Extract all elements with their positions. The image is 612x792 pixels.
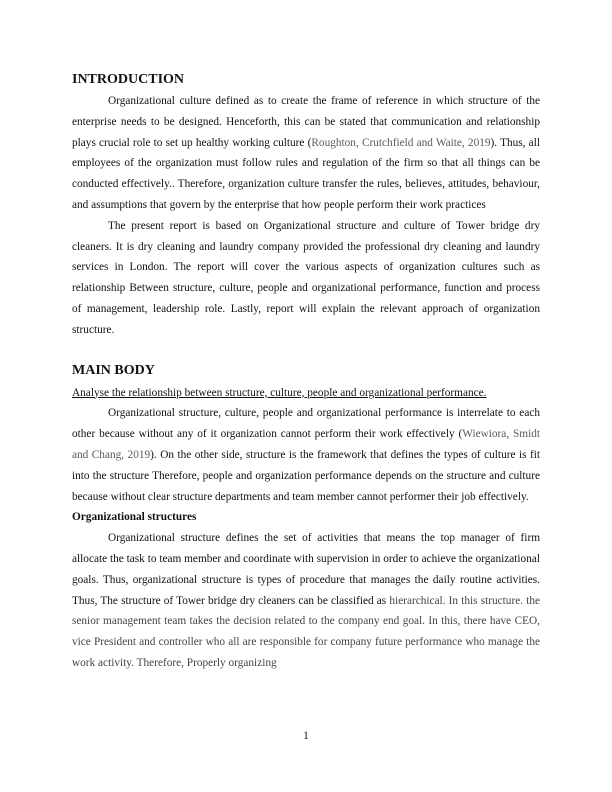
main-p1-citation: Wiewiora, Smidt and Chang, 2019 [72, 428, 540, 461]
introduction-heading: INTRODUCTION [72, 72, 185, 87]
organizational-structures-paragraph [72, 528, 540, 674]
document-page [72, 70, 540, 674]
main-body-heading: MAIN BODY [72, 362, 155, 378]
intro-p1-citation: Roughton, Crutchfield and Waite, 2019 [311, 136, 491, 149]
intro-p1-text-b: ). Thus, all employees of the organization must follow rules and regulation of the firm so that all things can be conducted effectively.. Therefore, organization culture transfer the rules, believes, attitudes, behaviour, and assumptions that govern by the enterprise that how people perform their work practices [72, 136, 540, 211]
main-p1-text-a: Organizational structure, culture, people and organizational performance is interrelate to each other because without any of it organization cannot perform their work effectively ( [72, 407, 540, 441]
intro-p1-text-a: Organizational culture defined as to create the frame of reference in which structure of the enterprise needs to be designed. Henceforth, this can be stated that communication and relationship plays crucial role to set up healthy working culture ( [72, 95, 540, 149]
main-body-paragraph-1 [72, 403, 540, 507]
organizational-structures-heading: Organizational structures [72, 511, 197, 524]
introduction-paragraph-1 [72, 91, 540, 216]
main-p1-text-b: ). On the other side, structure is the framework that defines the types of culture is fit into the structure Therefore, people and organization performance depends on the structure and culture because without clear structure departments and team member cannot performer their job effectively. [72, 448, 540, 503]
page-number: 1 [303, 730, 309, 742]
relationship-subheading: Analyse the relationship between structure, culture, people and organizational performance. [72, 386, 487, 399]
introduction-paragraph-2: The present report is based on Organizational structure and culture of Tower bridge dry cleaners. It is dry cleaning and laundry company provided the professional dry cleaning and laundry services in London. The report will cover the various aspects of organization cultures such as relationship Between structure, culture, people and organizational performance, function and process of management, leadership role. Lastly, report will explain the relevant approach of organization structure. [72, 219, 540, 336]
main-p2-text-b: hierarchical. In this structure. the senior management team takes the decision related to the company end goal. In this, there have CEO, vice President and controller who all are responsible for company future performance who manage the work activity. Therefore, Properly organizing [72, 594, 540, 669]
main-p2-text-a: Organizational structure defines the set of activities that means the top manager of firm allocate the task to team member and coordinate with supervision in order to achieve the organizational goals. Thus, organizational structure is types of procedure that manages the daily routine activities. Thus, The structure of Tower bridge dry cleaners can be classified as [72, 532, 540, 607]
